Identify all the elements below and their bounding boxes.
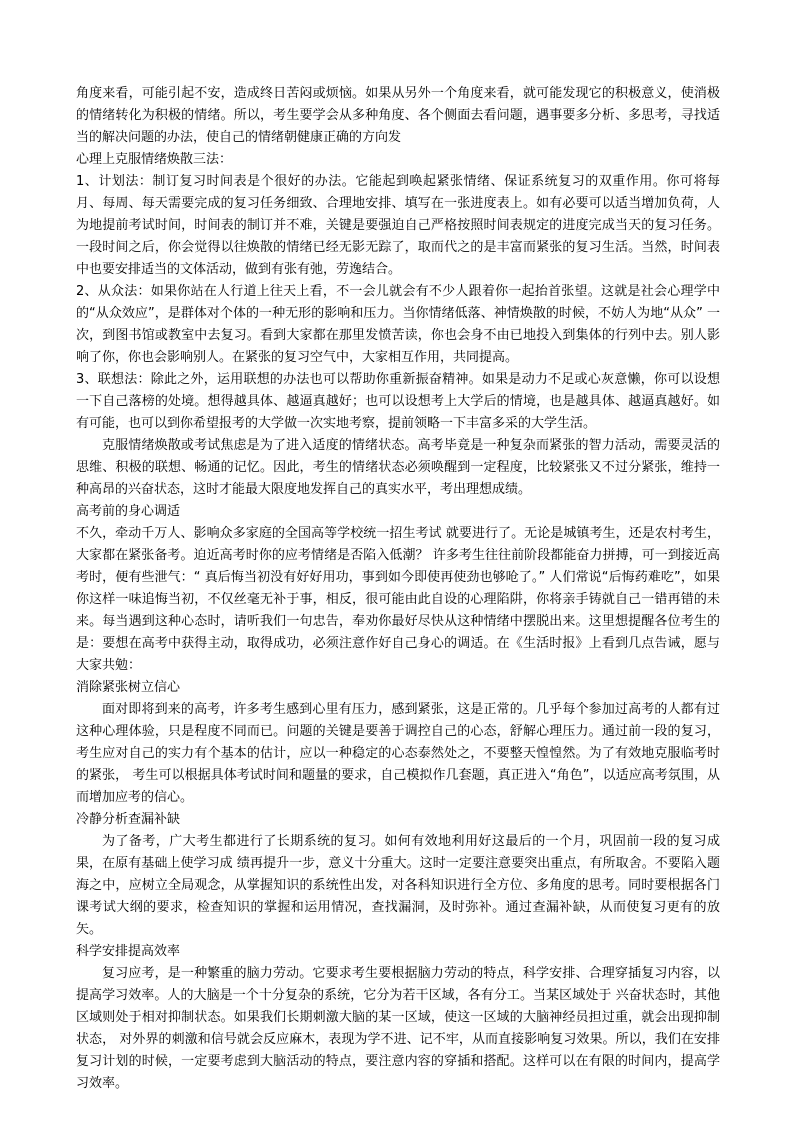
document-page <box>76 83 720 1095</box>
paragraph-conformity-method: 2、从众法：如果你站在人行道上往天上看，不一会儿就会有不少人跟着你一起抬首张望。这就是社会心理学中的“从众效应”，是群体对个体的一种无形的影响和压力。当你情绪低落、神情焕散的时候，不妨人为地“从众” 一次，到图书馆或教室中去复习。看到大家都在那里发愤苦读，你也会身不由已地投入到集体的行列中去。别人影响了你，你也会影响别人。在紧张的复习空气中，大家相互作用，共同提高。 <box>76 284 720 365</box>
paragraph-scientific-schedule: 复习应考，是一种繁重的脑力劳动。它要求考生要根据脑力劳动的特点，科学安排、合理穿插复习内容，以提高学习效率。人的大脑是一个十分复杂的系统，它分为若干区域，各有分工。当某区域处于 兴奋状态时，其他区域则处于相对抑制状态。如果我们长期刺激大脑的某一区域，使这一区域的大脑神经员担过重，就会出现抑制状态， 对外界的刺激和信号就会反应麻木，表现为学不进、记不牢，从而直接影响复习效果。所以，我们在安排复习计划的时候，一定要考虑到大脑活动的特点，要注意内容的穿插和搭配。这样可以在有限的时间内，提高学习效率。 <box>76 966 720 1091</box>
paragraph-plan-method: 1、计划法：制订复习时间表是个很好的办法。它能起到唤起紧张情绪、保证系统复习的双重作用。你可将每月、每周、每天需要完成的复习任务细致、合理地安排、填写在一张进度表上。如有必要可以适当增加负荷，人为地提前考试时间，时间表的制订并不难，关键是要强迫自己严格按照时间表规定的进度完成当天的复习任务。一段时间之后，你会觉得以往焕散的情绪已经无影无踪了，取而代之的是丰富而紧张的复习生活。当然，时间表中也要安排适当的文体活动，做到有张有弛，劳逸结合。 <box>76 174 720 277</box>
section-heading-pre-exam-adjustment: 高考前的身心调适 <box>76 504 181 519</box>
subheading-relieve-tension: 消除紧张树立信心 <box>76 680 181 695</box>
subheading-analyze-gaps: 冷静分析查漏补缺 <box>76 812 181 827</box>
paragraph-relieve-tension: 面对即将到来的高考，许多考生感到心里有压力，感到紧张，这是正常的。几乎每个参加过高考的人都有过这种心理体验，只是程度不同而已。问题的关键是要善于调控自己的心态，舒解心理压力。通过前一段的复习，考生应对自己的实力有个基本的估计，应以一种稳定的心态泰然处之，不要整天惶惶然。为了有效地克服临考时的紧张， 考生可以根据具体考试时间和题量的要求，自己模拟作几套题，真正进入“角色”，以适应高考氛围，从而增加应考的信心。 <box>76 702 720 805</box>
paragraph-emotion-state: 克服情绪焕散或考试焦虑是为了进入适度的情绪状态。高考毕竟是一种复杂而紧张的智力活动，需要灵活的思维、积极的联想、畅通的记忆。因此，考生的情绪状态必须唤醒到一定程度，比较紧张又不过分紧张，维持一种高昂的兴奋状态，这时才能最大限度地发挥自己的真实水平，考出理想成绩。 <box>76 438 720 497</box>
subheading-scientific-schedule: 科学安排提高效率 <box>76 944 181 959</box>
paragraph-association-method: 3、联想法：除此之外，运用联想的办法也可以帮助你重新振奋精神。如果是动力不足或心灰意懒，你可以设想一下自己落榜的处境。想得越具体、越逼真越好；也可以设想考上大学后的情境，也是越具体、越逼真越好。如有可能，也可以到你希望报考的大学做一次实地考察，提前领略一下丰富多采的大学生活。 <box>76 372 720 431</box>
paragraph-pre-exam-intro: 不久，牵动千万人、影响众多家庭的全国高等学校统一招生考试 就要进行了。无论是城镇考生，还是农村考生，大家都在紧张备考。迫近高考时你的应考情绪是否陷入低潮？ 许多考生往往前阶段都能奋力拼搏，可一到接近高考时，便有些泄气：“ 真后悔当初没有好好用功，事到如今即使再使劲也够呛了。” 人们常说“后悔药难吃”，如果你这样一味追悔当初，不仅丝毫无补于事，相反，很可能由此自设的心理陷阱，你将亲手铸就自己一错再错的未来。每当遇到这种心态时，请听我们一句忠告，奉劝你最好尽快从这种情绪中摆脱出来。这里想提醒各位考生的是：要想在高考中获得主动，取得成功，必须注意作好自己身心的调适。在《生活时报》上看到几点告诫，愿与大家共勉： <box>76 526 720 673</box>
section-heading-three-methods: 心理上克服情绪焕散三法： <box>76 152 233 167</box>
paragraph-analyze-gaps: 为了备考，广大考生都进行了长期系统的复习。如何有效地利用好这最后的一个月，巩固前一段的复习成果，在原有基础上使学习成 绩再提升一步，意义十分重大。这时一定要注意要突出重点，有所取舍。不要陷入题海之中，应树立全局观念，从掌握知识的系统性出发，对各科知识进行全方位、多角度的思考。同时要根据各门课考试大纲的要求，检查知识的掌握和运用情况，查找漏洞，及时弥补。通过查漏补缺，从而使复习更有的放矢。 <box>76 834 720 937</box>
paragraph-intro-continuation: 角度来看，可能引起不安，造成终日苦闷或烦恼。如果从另外一个角度来看，就可能发现它的积极意义，使消极的情绪转化为积极的情绪。所以，考生要学会从多种角度、各个侧面去看问题，遇事要多分析、多思考，寻找适当的解决问题的办法，使自己的情绪朝健康正确的方向发 <box>76 86 720 145</box>
